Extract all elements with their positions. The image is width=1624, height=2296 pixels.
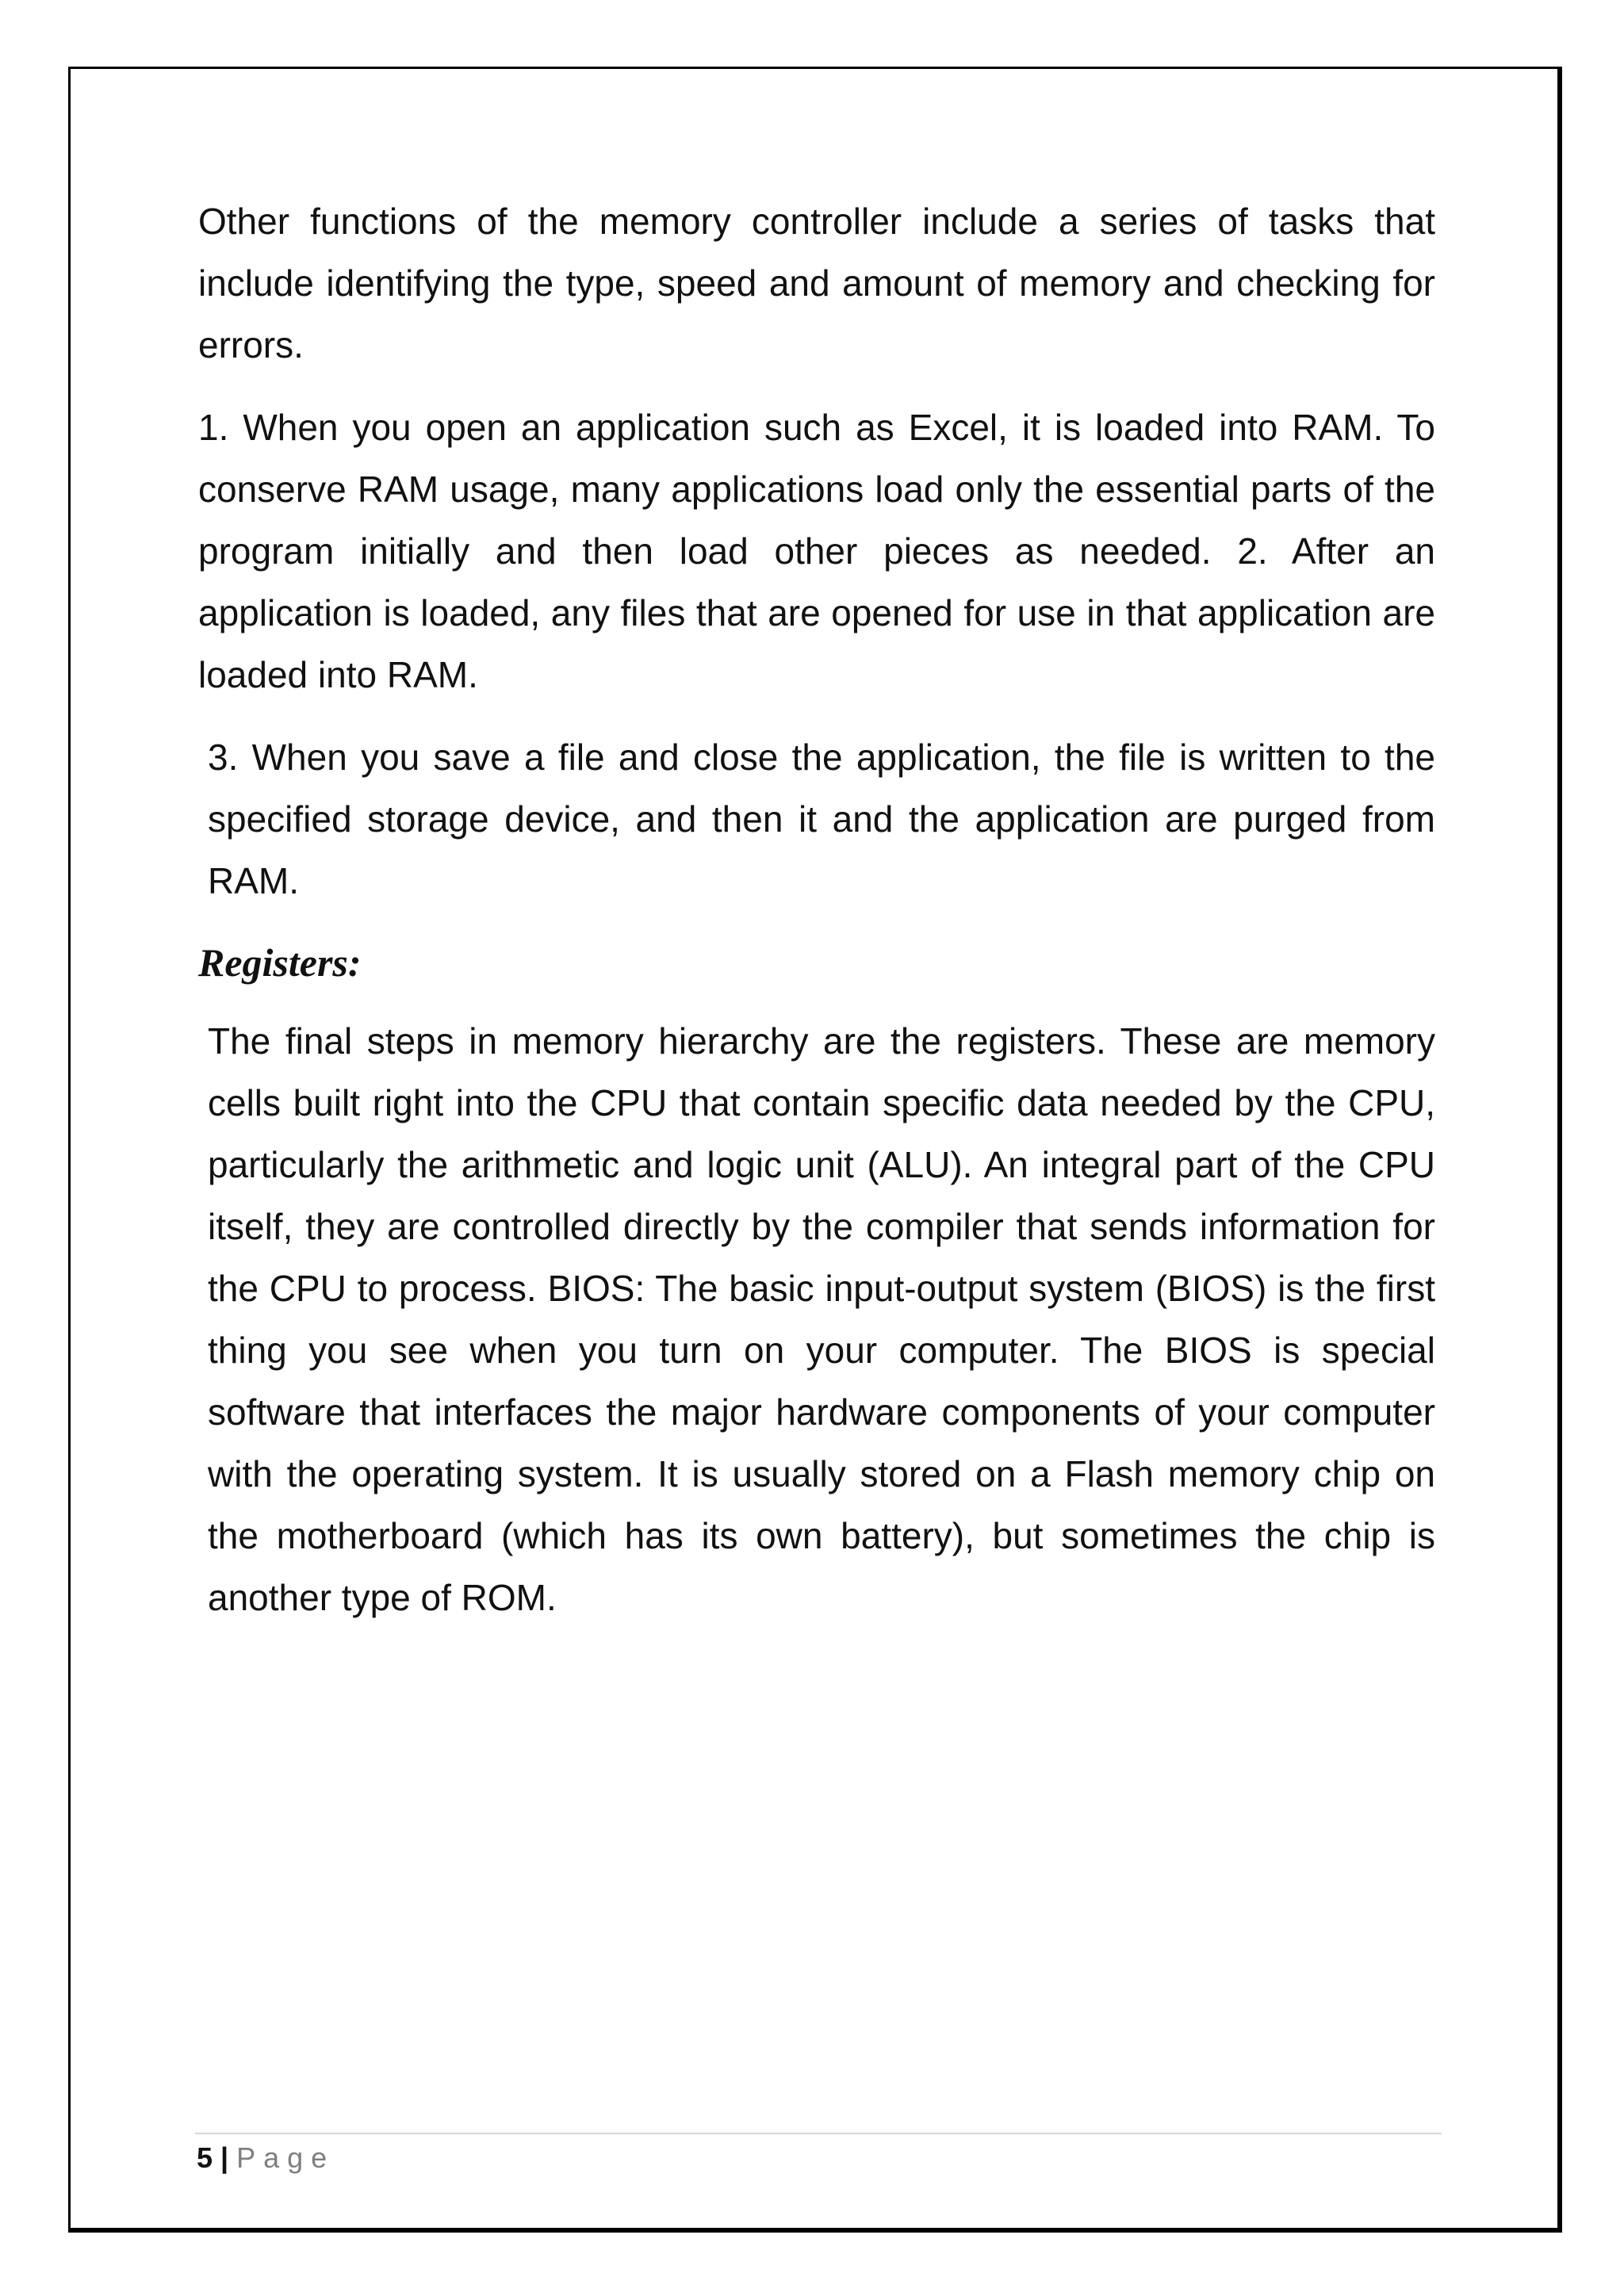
footer-separator: |: [220, 2141, 229, 2174]
footer-divider: [195, 2133, 1442, 2134]
list-item-2: 2. After an application is loaded, any files that are opened for use in that application are loaded into RAM.: [198, 530, 1436, 695]
paragraph-ram-steps: [198, 396, 1435, 706]
page-label: Page: [236, 2141, 335, 2174]
section-heading-registers: Registers:: [198, 940, 362, 985]
document-body: [198, 190, 1435, 1628]
list-item-1: 1. When you open an application such as Excel, it is loaded into RAM. To conserve RAM usage, many applications load only the essential parts of the program initially and then load other pieces as needed.: [198, 407, 1435, 572]
paragraph-memory-controller: Other functions of the memory controller include a series of tasks that include identifying the type, speed and amount of memory and checking for errors.: [198, 201, 1435, 365]
page-footer: [197, 2141, 335, 2175]
list-item-3: 3. When you save a file and close the application, the file is written to the specified storage device, and then it and the application are purged from RAM.: [208, 737, 1435, 901]
paragraph-registers: The final steps in memory hierarchy are the registers. These are memory cells built right into the CPU that contain specific data needed by the CPU, particularly the arithmetic and logic unit (ALU). An integral part of the CPU itself, they are controlled directly by the compiler that sends information for the CPU to process. BIOS: The basic input-output system (BIOS) is the first thing you see when you turn on your computer. The BIOS is special software that interfaces the major hardware components of your computer with the operating system. It is usually stored on a Flash memory chip on the motherboard (which has its own battery), but sometimes the chip is another type of ROM.: [208, 1020, 1435, 1618]
page-number: 5: [197, 2141, 213, 2174]
